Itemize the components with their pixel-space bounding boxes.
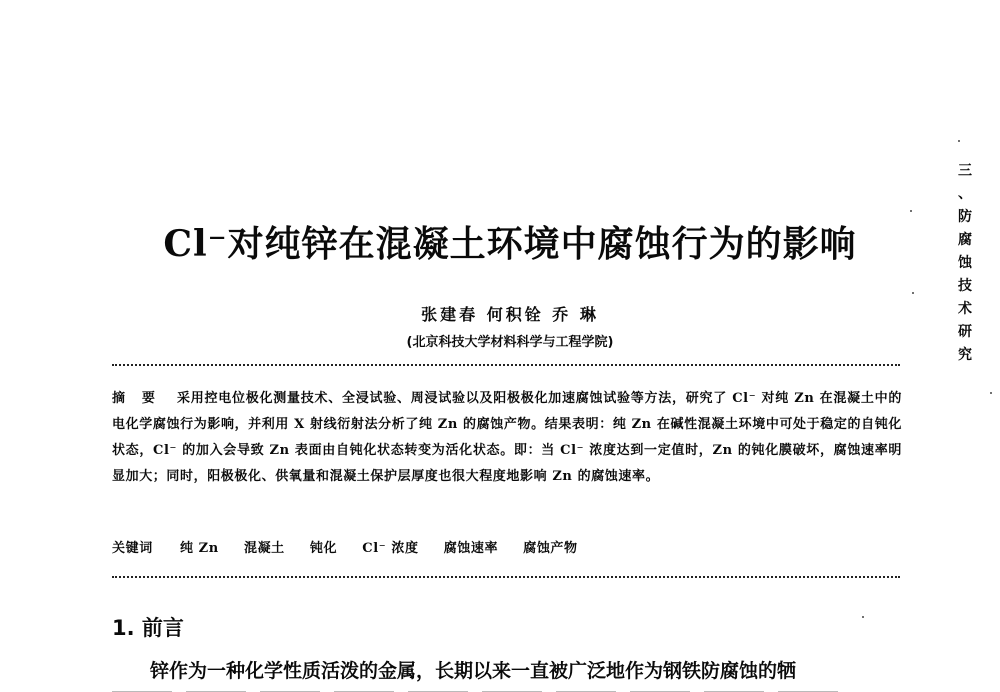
paper-authors: 张建春 何积铨 乔 琳 bbox=[421, 305, 599, 324]
scan-speck bbox=[912, 292, 914, 294]
side-label-char: 腐 bbox=[958, 232, 972, 248]
paper-title: Cl⁻对纯锌在混凝土环境中腐蚀行为的影响 bbox=[163, 223, 857, 265]
scan-speck bbox=[958, 140, 960, 142]
keyword: 腐蚀速率 bbox=[443, 541, 499, 556]
side-label-char: 防 bbox=[958, 209, 972, 225]
scan-speck bbox=[910, 210, 912, 212]
side-label-char: 、 bbox=[958, 186, 972, 202]
abstract-block bbox=[112, 386, 902, 490]
keyword: 腐蚀产物 bbox=[523, 541, 578, 556]
paper-affiliation: (北京科技大学材料科学与工程学院) bbox=[406, 335, 614, 350]
keyword: 钝化 bbox=[309, 541, 338, 556]
keyword: 混凝土 bbox=[243, 541, 285, 556]
abstract-label: 摘 要 bbox=[112, 391, 161, 406]
abstract-text: 采用控电位极化测量技术、全浸试验、周浸试验以及阳极极化加速腐蚀试验等方法，研究了 Cl⁻ 对纯 Zn 在混凝土中的电化学腐蚀行为影响，并利用 X 射线衍射法分析了纯 Zn 的腐蚀产物。结果表明：纯 Zn 在碱性混凝土环境中可处于稳定的自钝化状态，Cl⁻ 的加入会导致 Zn 表面由自钝化状态转变为活化状态。即：当 Cl⁻ 浓度达到一定值时，Zn 的钝化膜破坏，腐蚀速率明显加大；同时，阳极极化、供氧量和混凝土保护层厚度也很大程度地影响 Zn 的腐蚀速率。 bbox=[112, 391, 902, 484]
keyword: 纯 Zn bbox=[179, 541, 219, 556]
dotted-divider-top bbox=[112, 364, 900, 366]
side-label-char: 技 bbox=[958, 278, 972, 294]
side-label-char: 究 bbox=[958, 347, 972, 363]
scan-speck bbox=[862, 616, 864, 618]
keywords-label: 关键词 bbox=[112, 541, 153, 556]
section-heading: 1. 前言 bbox=[112, 616, 184, 640]
dotted-divider-bottom bbox=[112, 576, 900, 578]
side-label-char: 三 bbox=[958, 163, 972, 179]
keywords-line bbox=[112, 537, 902, 556]
scan-speck bbox=[990, 392, 992, 394]
side-label-char: 蚀 bbox=[958, 255, 972, 271]
side-label-char: 术 bbox=[958, 301, 972, 317]
keyword: Cl⁻ 浓度 bbox=[362, 541, 419, 556]
body-paragraph: 锌作为一种化学性质活泼的金属，长期以来一直被广泛地作为钢铁防腐蚀的牺 bbox=[150, 660, 797, 682]
cropped-text-line bbox=[112, 684, 912, 692]
side-section-label bbox=[950, 160, 980, 367]
side-label-char: 研 bbox=[958, 324, 972, 340]
